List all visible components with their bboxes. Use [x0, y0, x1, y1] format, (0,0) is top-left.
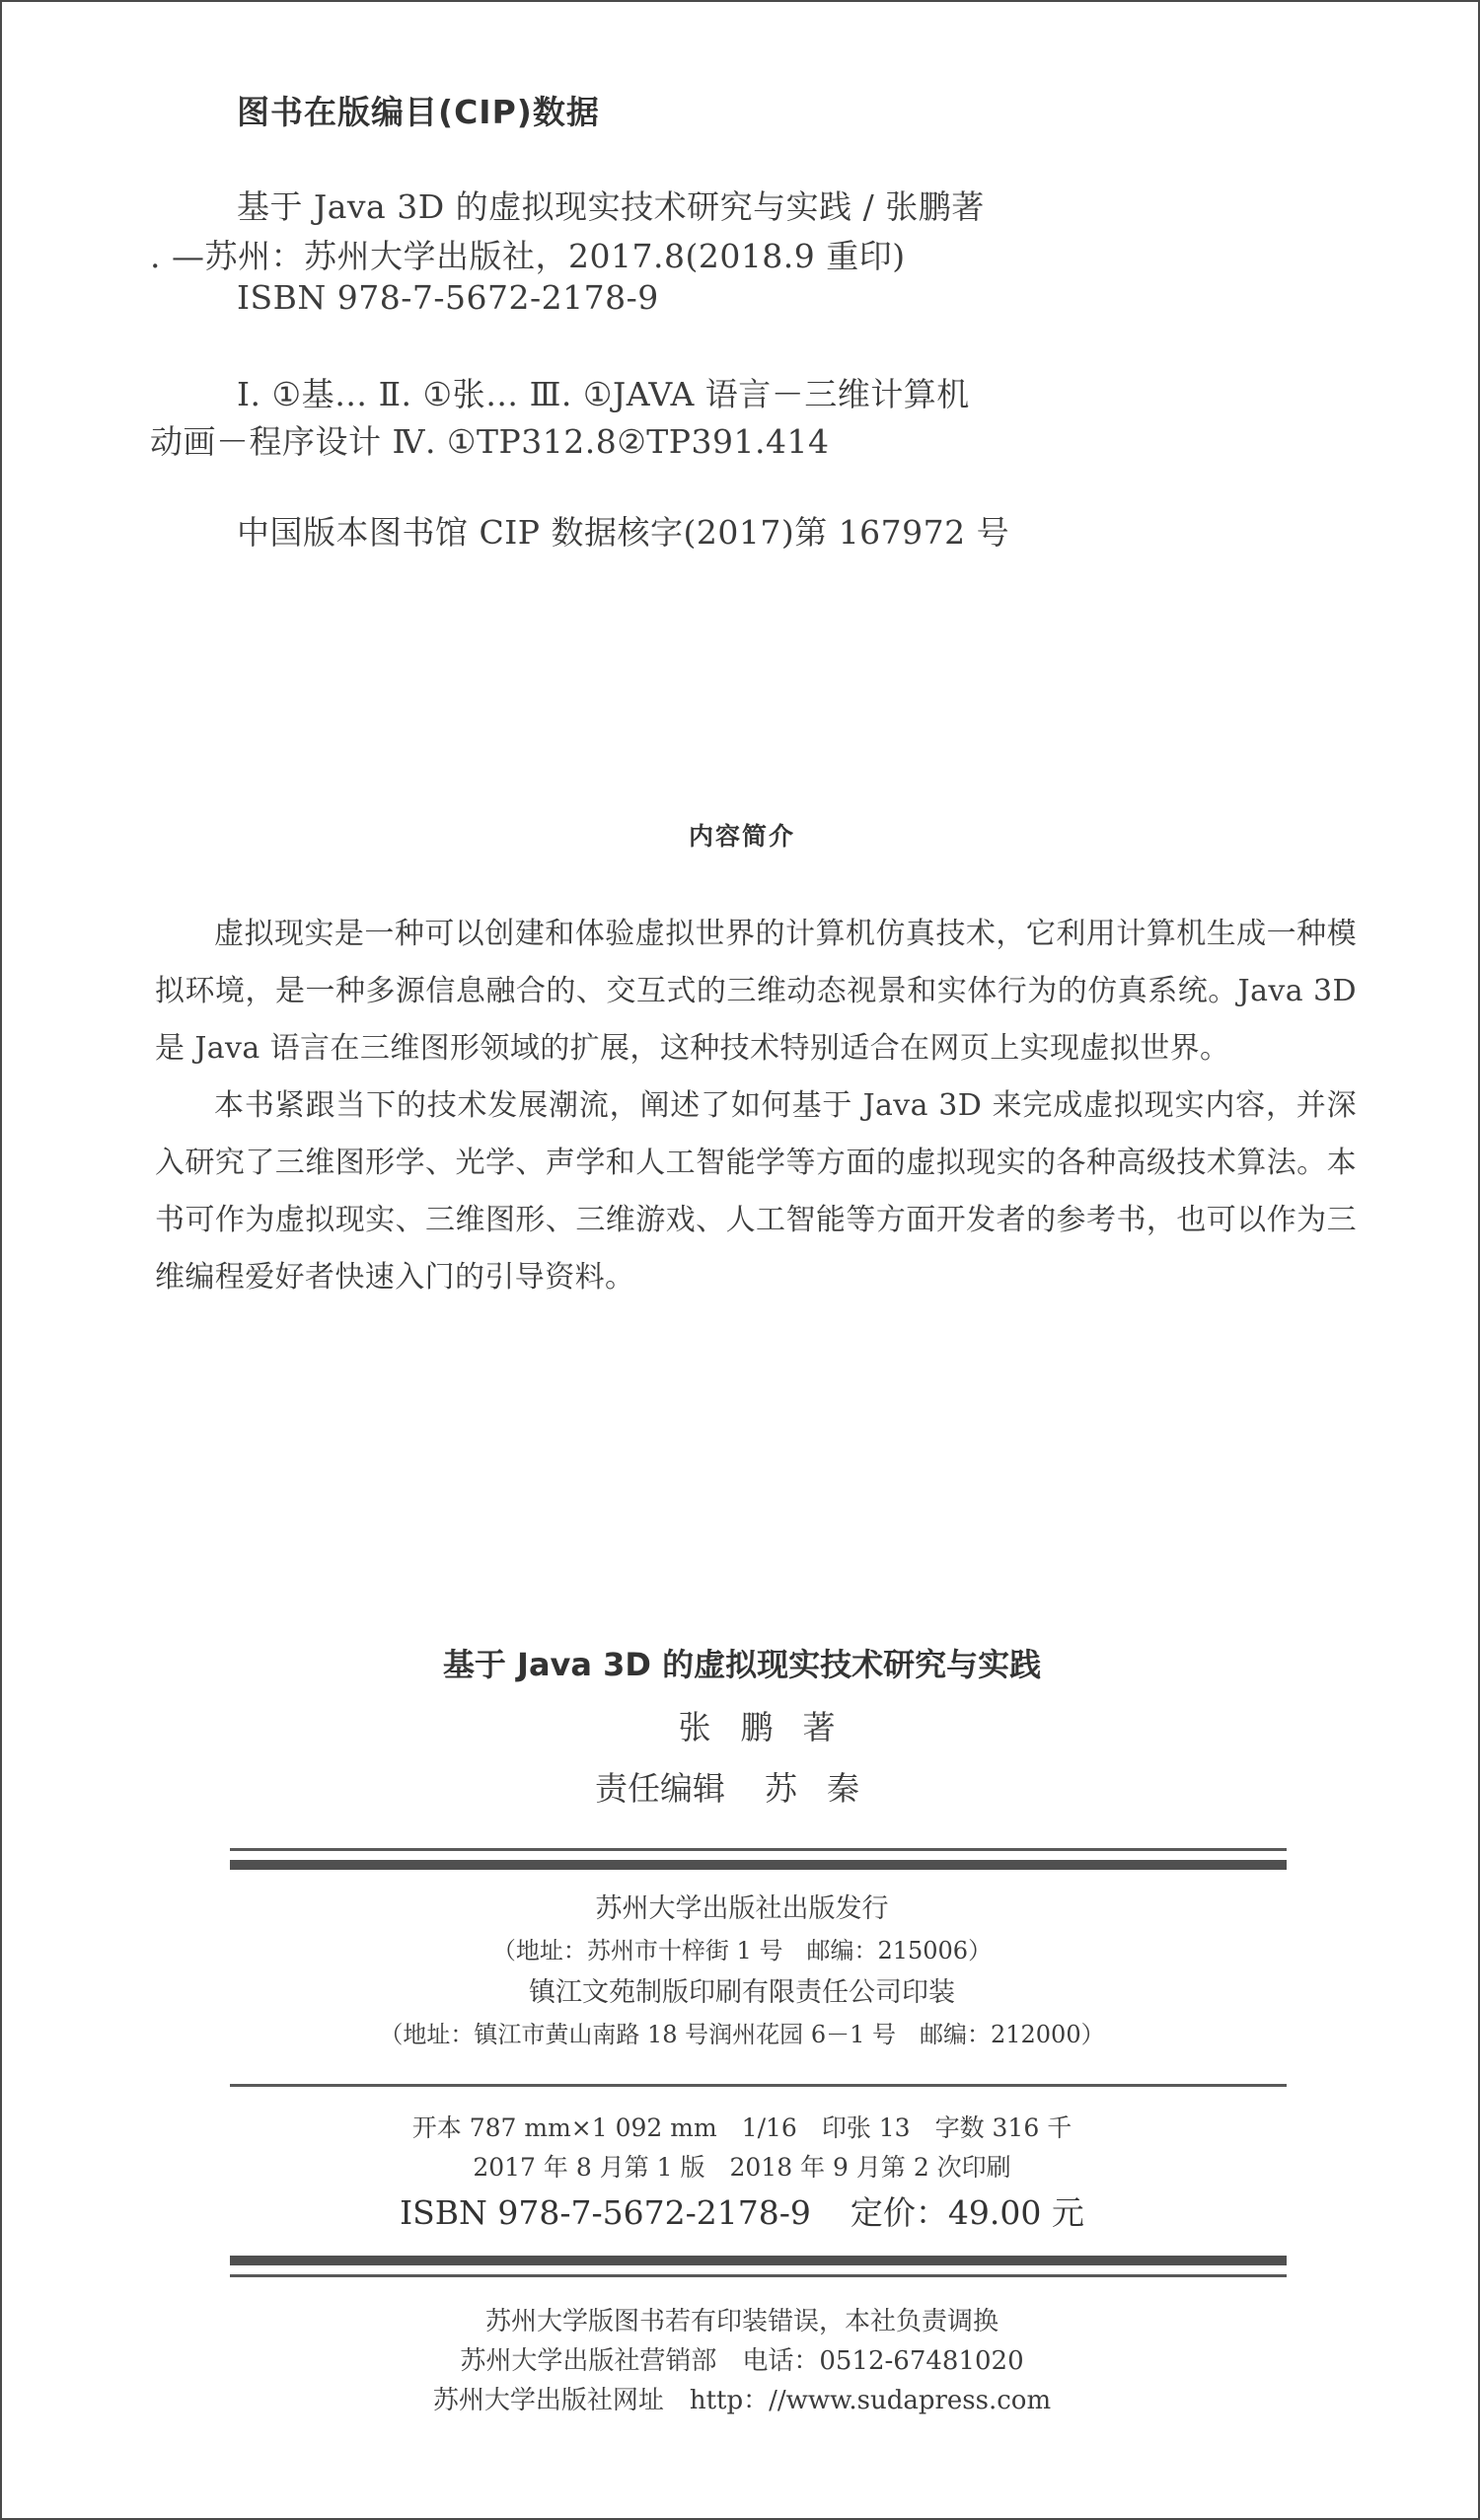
cip-classification-line-2: 动画－程序设计 Ⅳ. ①TP312.8②TP391.414 [150, 422, 830, 461]
divider-thin [230, 2274, 1287, 2277]
printer-address: （地址：镇江市黄山南路 18 号润州花园 6－1 号 邮编：212000） [379, 2021, 1105, 2048]
isbn-price-line [2, 2187, 1480, 2234]
cip-heading: 图书在版编目(CIP)数据 [237, 93, 600, 131]
book-specs: 开本 787 mm×1 092 mm 1/16 印张 13 字数 316 千 [411, 2113, 1073, 2142]
colophon-editor [2, 1763, 1480, 1810]
editor-name: 苏秦 [765, 1769, 889, 1808]
summary-heading: 内容简介 [688, 822, 795, 851]
colophon-book-title: 基于 Java 3D 的虚拟现实技术研究与实践 [442, 1646, 1042, 1683]
divider-thin [230, 2084, 1287, 2087]
cip-isbn-line: ISBN 978-7-5672-2178-9 [237, 278, 659, 317]
edition-info: 2017 年 8 月第 1 版 2018 年 9 月第 2 次印刷 [473, 2153, 1011, 2182]
cip-classification-line-1: Ⅰ. ①基… Ⅱ. ①张… Ⅲ. ①JAVA 语言－三维计算机 [237, 375, 970, 413]
colophon-author: 张鹏著 [678, 1708, 865, 1746]
isbn-number: ISBN 978-7-5672-2178-9 [400, 2193, 811, 2232]
publisher-line: 苏州大学出版社出版发行 [595, 1893, 889, 1924]
divider-thin [230, 1848, 1287, 1851]
divider-thick [230, 1860, 1287, 1870]
summary-paragraph: 本书紧跟当下的技术发展潮流，阐述了如何基于 Java 3D 来完成虚拟现实内容，并深入研究了三维图形学、光学、声学和人工智能学等方面的虚拟现实的各种高级技术算法。本书可作为虚拟现实、三维图形、三维游戏、人工智能等方面开发者的参考书，也可以作为三维编程爱好者快速入门的引导资料。 [155, 1088, 1357, 1295]
marketing-contact: 苏州大学出版社营销部 电话：0512-67481020 [460, 2346, 1024, 2376]
divider-thick [230, 2256, 1287, 2265]
summary-body [155, 906, 1357, 1306]
cip-record-number: 中国版本图书馆 CIP 数据核字(2017)第 167972 号 [237, 513, 1010, 552]
editor-label: 责任编辑 [595, 1769, 725, 1808]
publisher-website: 苏州大学出版社网址 http：//www.sudapress.com [432, 2386, 1052, 2415]
errata-notice: 苏州大学版图书若有印装错误，本社负责调换 [484, 2307, 999, 2336]
cip-publisher-line: . —苏州：苏州大学出版社，2017.8(2018.9 重印) [150, 237, 906, 275]
cip-title-line: 基于 Java 3D 的虚拟现实技术研究与实践 / 张鹏著 [237, 187, 985, 226]
summary-paragraph: 虚拟现实是一种可以创建和体验虚拟世界的计算机仿真技术，它利用计算机生成一种模拟环境，是一种多源信息融合的、交互式的三维动态视景和实体行为的仿真系统。Java 3D 是 Java 语言在三维图形领域的扩展，这种技术特别适合在网页上实现虚拟世界。 [155, 917, 1357, 1066]
price: 定价：49.00 元 [850, 2193, 1084, 2232]
printer-line: 镇江文苑制版印刷有限责任公司印装 [529, 1977, 955, 2008]
publisher-address: （地址：苏州市十梓街 1 号 邮编：215006） [491, 1937, 993, 1964]
